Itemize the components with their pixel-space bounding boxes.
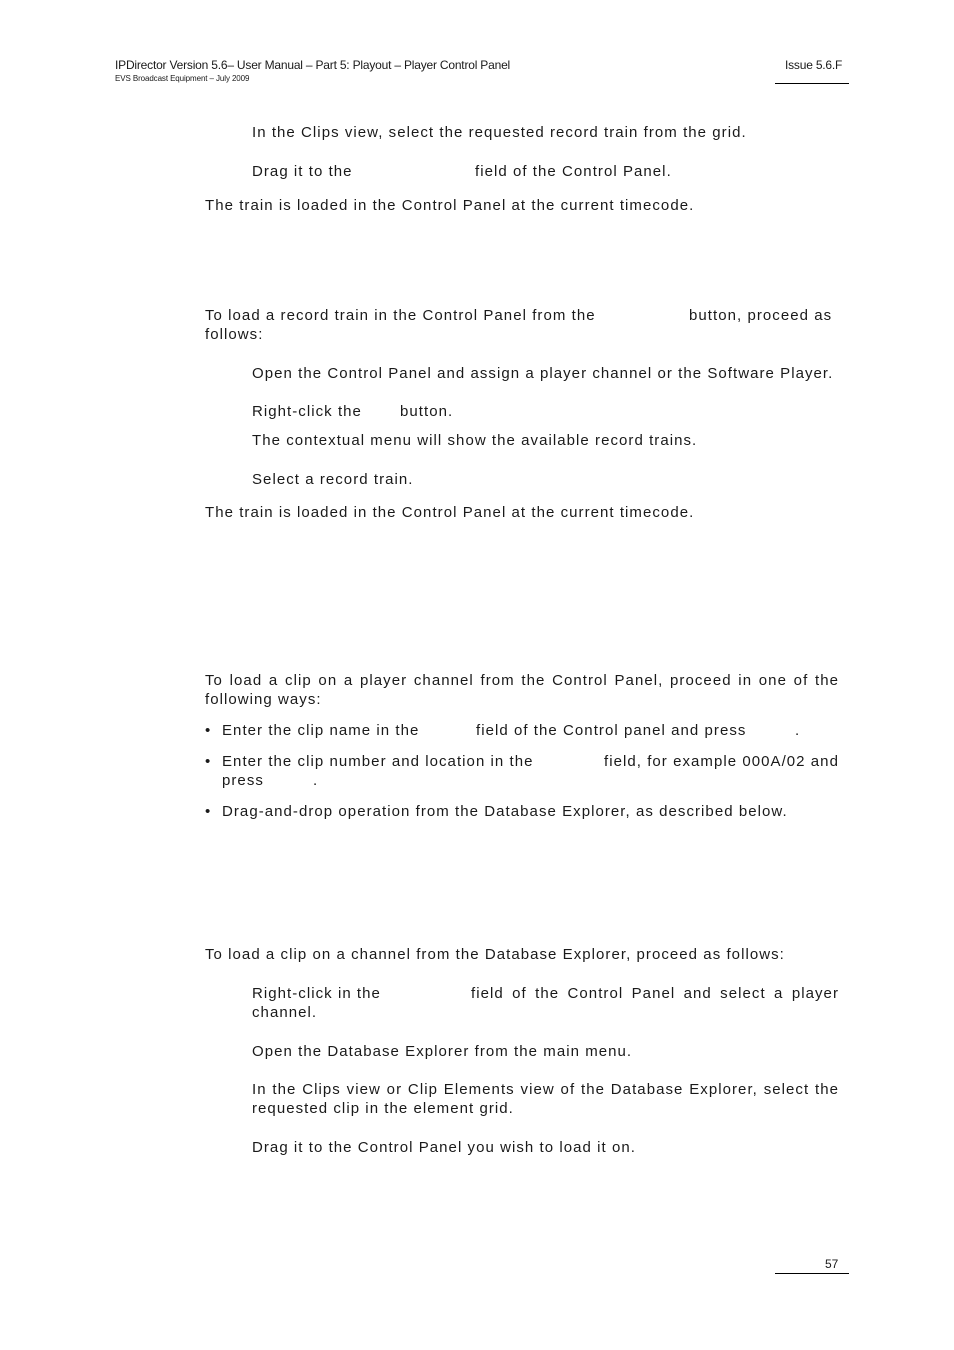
header-title: IPDirector Version 5.6– User Manual – Part 5: Playout – Player Control Panel — [115, 58, 511, 72]
header-issue: Issue 5.6.F — [785, 58, 843, 72]
s2-step3: Select a record train. — [252, 471, 414, 488]
s1-result: The train is loaded in the Control Panel at the current timecode. — [205, 197, 695, 214]
s1-step2-a: Drag it to the — [252, 163, 353, 180]
s4-step2: Open the Database Explorer from the main menu. — [252, 1043, 633, 1060]
s2-step2-b: button. — [400, 403, 454, 420]
s3-intro — [205, 671, 839, 709]
s2-result: The train is loaded in the Control Panel at the current timecode. — [205, 504, 695, 521]
s4-step1-a: Right-click in the — [252, 985, 381, 1002]
s2-intro-a: To load a record train in the Control Panel from the — [205, 307, 596, 324]
s3-intro-line1: To load a clip on a player channel from the Control Panel, proceed in one of the — [205, 672, 839, 689]
s3-bullet1-c: . — [795, 722, 801, 739]
s3-bullet2-d: . — [313, 772, 319, 789]
s4-step3 — [252, 1080, 839, 1118]
bullet-dot: • — [205, 753, 211, 770]
s3-bullet2-b: field, for example 000A/02 and — [604, 753, 839, 770]
s4-step1-line2: channel. — [252, 1004, 318, 1021]
s2-step2-note: The contextual menu will show the available record trains. — [252, 432, 698, 449]
s3-bullet1-a: Enter the clip name in the — [222, 722, 420, 739]
s3-bullet2-c: press — [222, 772, 264, 789]
header-rule — [775, 83, 849, 84]
s4-step1-b-wrap — [471, 984, 839, 1003]
s3-intro-line2: following ways: — [205, 691, 322, 708]
footer-rule — [775, 1273, 849, 1274]
s1-step2-b: field of the Control Panel. — [475, 163, 672, 180]
bullet-dot: • — [205, 803, 211, 820]
s3-bullet3: Drag-and-drop operation from the Database Explorer, as described below. — [222, 803, 788, 820]
bullet-dot: • — [205, 722, 211, 739]
s2-intro-line2: follows: — [205, 326, 264, 343]
s4-step4: Drag it to the Control Panel you wish to load it on. — [252, 1139, 636, 1156]
s4-step1-b: field of the Control Panel and select a player — [471, 985, 839, 1002]
s1-step1: In the Clips view, select the requested record train from the grid. — [252, 124, 747, 141]
s4-intro: To load a clip on a channel from the Database Explorer, proceed as follows: — [205, 946, 785, 963]
s2-intro-b: button, proceed as — [689, 307, 833, 324]
s3-bullet1-b: field of the Control panel and press — [476, 722, 747, 739]
page-number: 57 — [825, 1257, 839, 1271]
s4-step3-line1: In the Clips view or Clip Elements view of the Database Explorer, select the — [252, 1081, 839, 1098]
header-subtitle: EVS Broadcast Equipment – July 2009 — [115, 74, 250, 83]
s2-step2-a: Right-click the — [252, 403, 362, 420]
s4-step3-line2: requested clip in the element grid. — [252, 1100, 514, 1117]
s2-step1: Open the Control Panel and assign a player channel or the Software Player. — [252, 365, 834, 382]
s3-bullet2-a: Enter the clip number and location in the — [222, 753, 534, 770]
